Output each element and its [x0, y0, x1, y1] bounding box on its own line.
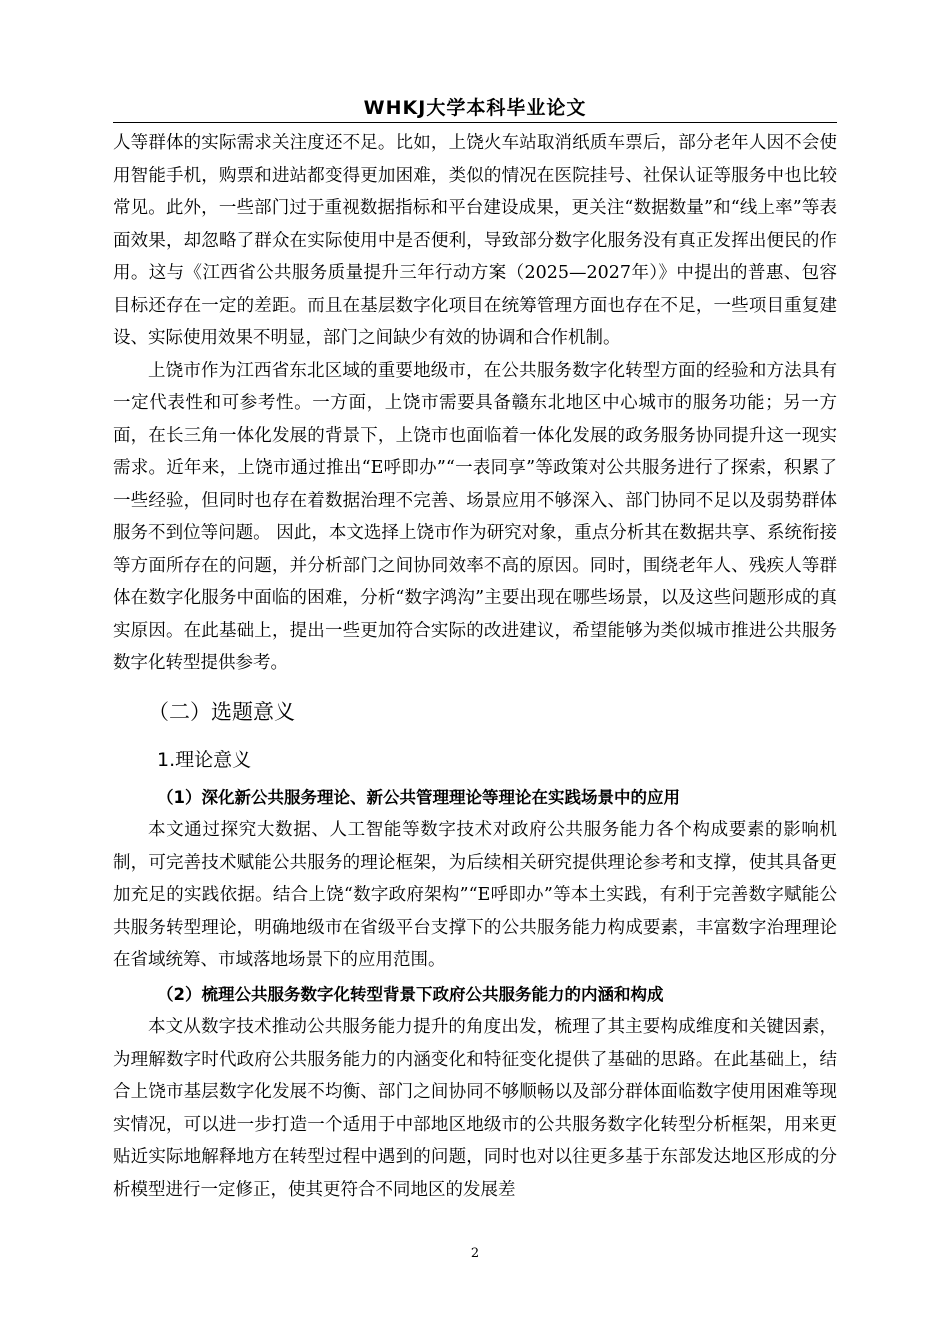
- body-paragraph: 上饶市作为江西省东北区域的重要地级市，在公共服务数字化转型方面的经验和方法具有一定代表性和可参考性。一方面，上饶市需要具备赣东北地区中心城市的服务功能；另一方面，在长三角一体化发展的背景下，上饶市也面临着一体化发展的政务服务协同提升这一现实需求。近年来，上饶市通过推出“E呼即办”“一表同享”等政策对公共服务进行了探索，积累了一些经验，但同时也存在着数据治理不完善、场景应用不够深入、部门协同不足以及弱势群体服务不到位等问题。 因此，本文选择上饶市作为研究对象，重点分析其在数据共享、系统衔接等方面所存在的问题，并分析部门之间协同效率不高的原因。同时，围绕老年人、残疾人等群体在数字化服务中面临的困难，分析“数字鸿沟”主要出现在哪些场景，以及这些问题形成的真实原因。在此基础上，提出一些更加符合实际的改进建议，希望能够为类似城市推进公共服务数字化转型提供参考。: [113, 360, 837, 673]
- header-divider: [113, 122, 837, 123]
- page-number: 2: [470, 1246, 480, 1261]
- subsection-heading: 1.理论意义: [157, 748, 252, 771]
- item-heading: （1）深化新公共服务理论、新公共管理理论等理论在实践场景中的应用: [157, 787, 680, 807]
- page-body: [113, 127, 837, 1206]
- item-heading: （2）梳理公共服务数字化转型背景下政府公共服务能力的内涵和构成: [157, 984, 664, 1004]
- body-paragraph: 本文从数字技术推动公共服务能力提升的角度出发，梳理了其主要构成维度和关键因素，为理解数字时代政府公共服务能力的内涵变化和特征变化提供了基础的思路。在此基础上，结合上饶市基层数字化发展不均衡、部门之间协同不够顺畅以及部分群体面临数字使用困难等现实情况，可以进一步打造一个适用于中部地区地级市的公共服务数字化转型分析框架，用来更贴近实际地解释地方在转型过程中遇到的问题，同时也对以往更多基于东部发达地区形成的分析模型进行一定修正，使其更符合不同地区的发展差: [113, 1017, 837, 1200]
- section-heading: （二）选题意义: [148, 699, 295, 724]
- body-paragraph: 人等群体的实际需求关注度还不足。比如，上饶火车站取消纸质车票后，部分老年人因不会使用智能手机，购票和进站都变得更加困难，类似的情况在医院挂号、社保认证等服务中也比较常见。此外，一些部门过于重视数据指标和平台建设成果，更关注“数据数量”和“线上率”等表面效果，却忽略了群众在实际使用中是否便利，导致部分数字化服务没有真正发挥出便民的作用。这与《江西省公共服务质量提升三年行动方案（2025—2027年）》中提出的普惠、包容目标还存在一定的差距。而且在基层数字化项目在统筹管理方面也存在不足，一些项目重复建设、实际使用效果不明显，部门之间缺少有效的协调和合作机制。: [113, 133, 837, 348]
- running-header: WHKJ大学本科毕业论文: [363, 97, 587, 119]
- body-paragraph: 本文通过探究大数据、人工智能等数字技术对政府公共服务能力各个构成要素的影响机制，可完善技术赋能公共服务的理论框架，为后续相关研究提供理论参考和支撑，使其具备更加充足的实践依据。结合上饶“数字政府架构”“E呼即办”等本土实践，有利于完善数字赋能公共服务转型理论，明确地级市在省级平台支撑下的公共服务能力构成要素，丰富数字治理理论在省域统筹、市域落地场景下的应用范围。: [113, 820, 837, 970]
